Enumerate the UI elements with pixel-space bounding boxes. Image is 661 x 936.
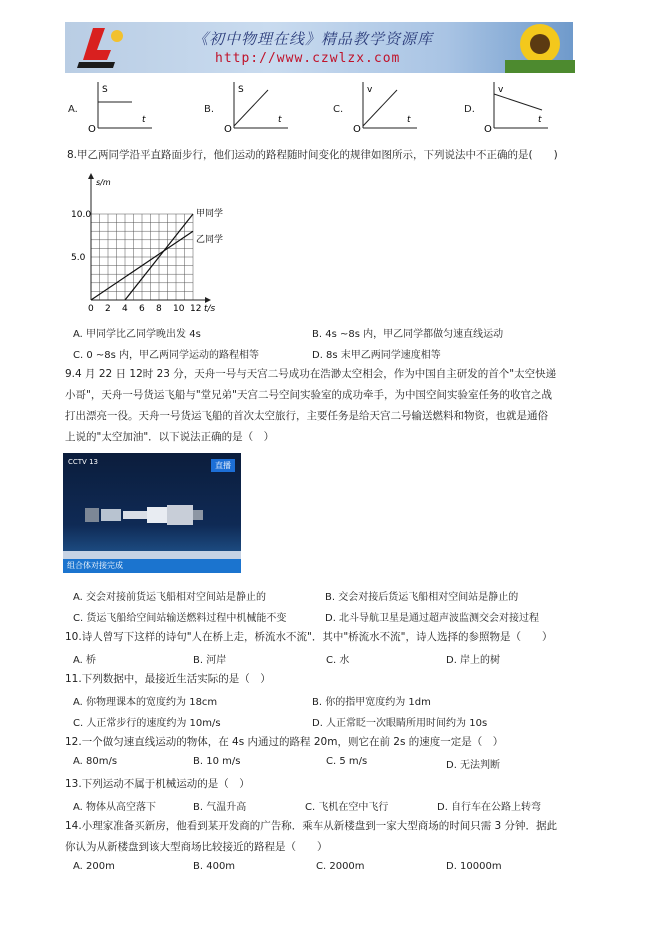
- q10-option-a[interactable]: A. 桥: [73, 655, 97, 666]
- q7-option-d[interactable]: [464, 80, 544, 136]
- q13-option-d[interactable]: D. 自行车在公路上转弯: [437, 802, 542, 813]
- q10-option-c[interactable]: C. 水: [326, 655, 350, 666]
- logo-icon: [71, 22, 131, 73]
- chart-ylabel: s/m: [96, 178, 111, 187]
- q13-option-b[interactable]: B. 气温升高: [193, 802, 247, 813]
- q11-option-d[interactable]: D. 人正常眨一次眼睛所用时间约为 10s: [312, 718, 488, 729]
- chart-x-tick: 6: [139, 304, 145, 314]
- graph-line: [234, 90, 268, 126]
- chart-x-tick: 4: [122, 304, 128, 314]
- graph-origin: O: [88, 124, 96, 135]
- q8-chart: [70, 172, 224, 322]
- q9-option-d[interactable]: D. 北斗导航卫星是通过超声波监测交会对接过程: [325, 613, 540, 624]
- graph-ylabel: S: [238, 85, 244, 95]
- chart-series-label: 甲同学: [196, 209, 224, 219]
- q9-stem-line3: 打出漂亮一役。天舟一号货运飞船的首次太空旅行，主要任务是给天宫二号输送燃料和物资，也就是通俗: [65, 410, 548, 422]
- q7-option-letter: B.: [204, 104, 215, 115]
- q9-option-c[interactable]: C. 货运飞船给空间站输送燃料过程中机械能不变: [73, 613, 287, 624]
- q13-stem: 13.下列运动不属于机械运动的是（ ）: [65, 778, 250, 790]
- q14-stem-line2: 你认为从新楼盘到该大型商场比较接近的路程是（ ）: [65, 841, 328, 853]
- chart-y-tick: 5.0: [71, 253, 86, 263]
- q7-graph-c: [345, 80, 423, 136]
- q7-graph-b: [216, 80, 294, 136]
- q7-option-letter: C.: [333, 104, 344, 115]
- q9-stem-line2: 小哥"，天舟一号货运飞船与"堂兄弟"天宫二号空间实验室的成功牵手，为中国空间实验室任务的收官之战: [65, 389, 552, 401]
- q14-stem-line1: 14.小理家准备买新房，他看到某开发商的广告称．乘车从新楼盘到一家大型商场的时间只需 3 分钟．据此: [65, 820, 558, 832]
- channel-logo: CCTV 13: [68, 458, 98, 466]
- q14-option-b[interactable]: B. 400m: [193, 861, 236, 872]
- q8-option-c[interactable]: C. 0 ~8s 内，甲乙两同学运动的路程相等: [73, 350, 260, 361]
- q10-stem: 10.诗人曾写下这样的诗句"人在桥上走，桥流水不流"．其中"桥流水不流"，诗人选择的参照物是（ ）: [65, 631, 553, 643]
- chart-x-tick: 12: [190, 304, 202, 314]
- graph-ylabel: v: [367, 85, 373, 95]
- chart-x-tick: 2: [105, 304, 111, 314]
- q14-option-d[interactable]: D. 10000m: [446, 861, 502, 872]
- q9-option-a[interactable]: A. 交会对接前货运飞船相对空间站是静止的: [73, 592, 267, 603]
- graph-xlabel: t: [407, 115, 411, 125]
- q7-graph-a: [80, 80, 158, 136]
- q13-option-a[interactable]: A. 物体从高空落下: [73, 802, 157, 813]
- graph-xlabel: t: [142, 115, 146, 125]
- chart-x-tick: 0: [88, 304, 94, 314]
- q11-option-c[interactable]: C. 人正常步行的速度约为 10m/s: [73, 718, 221, 729]
- q7-option-c[interactable]: [333, 80, 413, 136]
- graph-line: [494, 94, 542, 110]
- q12-option-b[interactable]: B. 10 m/s: [193, 756, 241, 767]
- header-url: http://www.czwlzx.com: [215, 51, 401, 66]
- q8-option-a[interactable]: A. 甲同学比乙同学晚出发 4s: [73, 329, 201, 340]
- chart-x-tick: 8: [156, 304, 162, 314]
- graph-origin: O: [224, 124, 232, 135]
- graph-xlabel: t: [538, 115, 542, 125]
- q12-stem: 12.一个做匀速直线运动的物体，在 4s 内通过的路程 20m，则它在前 2s 的速度一定是（ ）: [65, 736, 504, 748]
- q8-option-b[interactable]: B. 4s ~8s 内，甲乙同学都做匀速直线运动: [312, 329, 504, 340]
- q12-option-d[interactable]: D. 无法判断: [446, 760, 501, 771]
- graph-xlabel: t: [278, 115, 282, 125]
- sunflower-icon: [505, 22, 575, 73]
- q11-option-b[interactable]: B. 你的指甲宽度约为 1dm: [312, 697, 431, 708]
- chart-series-label: 乙同学: [196, 235, 224, 245]
- graph-ylabel: v: [498, 85, 504, 95]
- q9-option-b[interactable]: B. 交会对接后货运飞船相对空间站是静止的: [325, 592, 519, 603]
- q7-option-letter: D.: [464, 104, 475, 115]
- q9-stem-line1: 9.4 月 22 日 12时 23 分，天舟一号与天宫二号成功在浩渺太空相会，作为中国自主研发的首个"太空快递: [65, 368, 557, 380]
- chart-x-tick: 10: [173, 304, 185, 314]
- q12-option-c[interactable]: C. 5 m/s: [326, 756, 368, 767]
- q9-stem-line4: 上说的"太空加油"．以下说法正确的是（ ）: [65, 431, 275, 443]
- q7-graph-d: [476, 80, 554, 136]
- q12-option-a[interactable]: A. 80m/s: [73, 756, 118, 767]
- live-badge: 直播: [211, 459, 235, 472]
- q14-option-c[interactable]: C. 2000m: [316, 861, 365, 872]
- q11-option-a[interactable]: A. 你物理课本的宽度约为 18cm: [73, 697, 218, 708]
- photo-caption: 组合体对接完成: [63, 559, 241, 573]
- q8-option-d[interactable]: D. 8s 末甲乙两同学速度相等: [312, 350, 441, 361]
- q7-option-a[interactable]: [68, 80, 148, 136]
- header-title: 《初中物理在线》精品教学资源库: [193, 30, 434, 48]
- q13-option-c[interactable]: C. 飞机在空中飞行: [305, 802, 389, 813]
- q11-stem: 11.下列数据中，最接近生活实际的是（ ）: [65, 673, 271, 685]
- photo-caption-bar: [63, 551, 241, 559]
- q9-photo: [63, 453, 241, 573]
- chart-xlabel: t/s: [204, 304, 216, 314]
- header-banner: [65, 22, 573, 73]
- q7-option-b[interactable]: [204, 80, 284, 136]
- q10-option-b[interactable]: B. 河岸: [193, 655, 227, 666]
- q8-stem: 8.甲乙两同学沿平直路面步行，他们运动的路程随时间变化的规律如图所示，下列说法中不正确的是( ): [67, 149, 558, 161]
- chart-y-tick: 10.0: [71, 210, 92, 220]
- graph-ylabel: S: [102, 85, 108, 95]
- graph-origin: O: [353, 124, 361, 135]
- q14-option-a[interactable]: A. 200m: [73, 861, 115, 872]
- q10-option-d[interactable]: D. 岸上的树: [446, 655, 501, 666]
- graph-line: [363, 90, 397, 126]
- graph-origin: O: [484, 124, 492, 135]
- q7-option-letter: A.: [68, 104, 78, 115]
